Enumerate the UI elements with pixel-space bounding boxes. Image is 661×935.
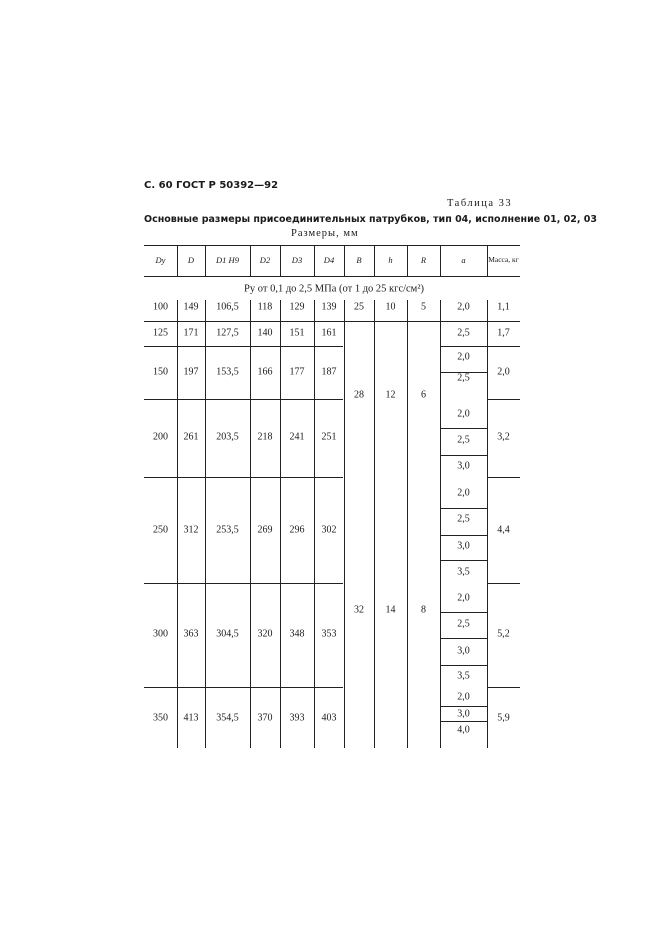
column-header: D1 H9 — [216, 255, 239, 265]
column-divider — [205, 300, 206, 748]
table-cell-a: 2,0 — [457, 691, 470, 703]
header-divider — [374, 245, 375, 276]
table-cell-a: 2,0 — [457, 487, 470, 499]
a-rule — [440, 638, 487, 639]
table-cell-d3: 241 — [289, 431, 305, 443]
table-cell-a: 2,5 — [457, 513, 470, 525]
table-cell-d2: 166 — [257, 366, 273, 378]
table-cell-d1: 354,5 — [216, 712, 239, 724]
table-cell-a: 3,0 — [457, 645, 470, 657]
table-cell-d2: 269 — [257, 524, 273, 536]
table-cell-d4: 251 — [321, 431, 337, 443]
a-rule — [440, 706, 487, 707]
row-rule — [144, 477, 343, 478]
column-header: D3 — [291, 255, 303, 265]
column-header: D — [187, 255, 195, 265]
column-divider — [407, 300, 408, 748]
a-rule — [440, 560, 487, 561]
header-divider — [344, 245, 345, 276]
row-rule-mass — [487, 477, 520, 478]
table-cell-d: 312 — [183, 524, 199, 536]
row-rule — [144, 583, 343, 584]
a-rule — [440, 665, 487, 666]
column-header: D4 — [323, 255, 335, 265]
table-cell-a: 3,5 — [457, 670, 470, 682]
a-rule — [440, 428, 487, 429]
a-rule — [440, 346, 487, 347]
row-rule-mass — [487, 321, 520, 322]
header-divider — [177, 245, 178, 276]
table-cell-d: 363 — [183, 628, 199, 640]
a-rule — [440, 535, 487, 536]
table-cell-b: 25 — [354, 301, 364, 313]
a-rule — [440, 721, 487, 722]
table-cell-a: 2,0 — [457, 408, 470, 420]
table-cell-d1: 253,5 — [216, 524, 239, 536]
table-cell-dy: 250 — [153, 524, 168, 536]
header-divider — [407, 245, 408, 276]
column-header: h — [388, 255, 393, 265]
table-caption: Основные размеры присоединительных патрубков, тип 04, исполнение 01, 02, 03 — [144, 214, 598, 225]
a-rule — [440, 455, 487, 456]
units-caption: Размеры, мм — [291, 228, 359, 239]
column-divider — [374, 300, 375, 748]
table-cell-d2: 370 — [257, 712, 273, 724]
table-rule — [144, 276, 520, 277]
header-divider — [440, 245, 441, 276]
header-divider — [205, 245, 206, 276]
table-cell-mass: 1,7 — [497, 327, 510, 339]
column-divider — [440, 300, 441, 748]
merged-h: 14 — [385, 604, 396, 616]
table-cell-d4: 403 — [321, 712, 337, 724]
a-rule — [440, 508, 487, 509]
table-cell-h: 10 — [385, 301, 396, 313]
column-header: B — [356, 255, 362, 265]
table-cell-d2: 218 — [257, 431, 273, 443]
table-cell-dy: 100 — [153, 301, 168, 313]
merged-r: 6 — [421, 389, 426, 401]
column-divider — [487, 300, 488, 748]
table-cell-a: 2,0 — [457, 351, 470, 363]
table-cell-d4: 139 — [321, 301, 337, 313]
table-cell-dy: 300 — [153, 628, 168, 640]
table-cell-a: 3,0 — [457, 460, 470, 472]
table-cell-a: 3,0 — [457, 540, 470, 552]
merged-b: 32 — [354, 604, 364, 616]
table-cell-d: 149 — [183, 301, 199, 313]
header-divider — [280, 245, 281, 276]
column-header: R — [420, 255, 427, 265]
header-divider — [250, 245, 251, 276]
column-divider — [344, 300, 345, 748]
table-cell-d2: 118 — [257, 301, 273, 313]
row-rule — [144, 346, 343, 347]
table-cell-d3: 393 — [289, 712, 305, 724]
column-divider — [177, 300, 178, 748]
table-cell-a: 2,5 — [457, 618, 470, 630]
table-cell-d4: 302 — [321, 524, 337, 536]
column-header: a — [461, 255, 466, 265]
row-rule-mass — [487, 687, 520, 688]
table-cell-d1: 203,5 — [216, 431, 239, 443]
table-cell-a: 3,0 — [457, 708, 470, 720]
group-rule — [344, 321, 440, 322]
table-cell-d3: 348 — [289, 628, 305, 640]
table-cell-d3: 296 — [289, 524, 305, 536]
table-cell-dy: 200 — [153, 431, 168, 443]
row-rule — [144, 687, 343, 688]
column-divider — [280, 300, 281, 748]
row-rule-mass — [487, 399, 520, 400]
table-cell-d: 171 — [183, 327, 199, 339]
table-cell-d4: 353 — [321, 628, 337, 640]
table-cell-d4: 187 — [321, 366, 337, 378]
merged-b: 28 — [354, 389, 364, 401]
column-divider — [250, 300, 251, 748]
table-cell-d1: 127,5 — [216, 327, 239, 339]
table-cell-dy: 350 — [153, 712, 168, 724]
a-rule — [440, 612, 487, 613]
column-header: Масса, кг — [488, 255, 519, 264]
page-header: С. 60 ГОСТ Р 50392—92 — [144, 180, 279, 191]
table-cell-mass: 3,2 — [497, 431, 510, 443]
row-rule — [144, 321, 343, 322]
table-cell-d1: 106,5 — [216, 301, 239, 313]
table-cell-a: 4,0 — [457, 724, 470, 736]
header-divider — [314, 245, 315, 276]
table-cell-d: 413 — [183, 712, 199, 724]
table-cell-d1: 153,5 — [216, 366, 239, 378]
table-cell-a: 2,5 — [457, 372, 470, 384]
table-cell-mass: 5,2 — [497, 628, 510, 640]
table-cell-d3: 177 — [289, 366, 305, 378]
table-cell-d: 197 — [183, 366, 199, 378]
table-cell-mass: 1,1 — [497, 301, 510, 313]
table-cell-a: 2,5 — [457, 327, 470, 339]
table-rule — [144, 245, 520, 246]
table-cell-a: 2,5 — [457, 434, 470, 446]
table-cell-d3: 129 — [289, 301, 305, 313]
column-divider — [314, 300, 315, 748]
table-cell-dy: 125 — [153, 327, 168, 339]
row-rule — [144, 399, 343, 400]
row-rule-mass — [487, 346, 520, 347]
table-cell-a: 2,0 — [457, 301, 470, 313]
table-cell-d1: 304,5 — [216, 628, 239, 640]
column-header: Dy — [155, 255, 166, 265]
row-rule-mass — [487, 583, 520, 584]
table-cell-mass: 5,9 — [497, 712, 510, 724]
table-cell-d2: 140 — [257, 327, 273, 339]
table-cell-mass: 4,4 — [497, 524, 510, 536]
table-cell-a: 2,0 — [457, 592, 470, 604]
table-number: Таблица 33 — [447, 198, 513, 209]
pressure-caption: Py от 0,1 до 2,5 МПа (от 1 до 25 кгс/см²) — [244, 283, 424, 295]
column-header: D2 — [259, 255, 271, 265]
table-cell-r: 5 — [421, 301, 426, 313]
table-cell-mass: 2,0 — [497, 366, 510, 378]
table-cell-dy: 150 — [153, 366, 168, 378]
table-cell-d3: 151 — [289, 327, 305, 339]
table-cell-d2: 320 — [257, 628, 273, 640]
merged-h: 12 — [385, 389, 396, 401]
table-cell-d4: 161 — [321, 327, 337, 339]
merged-r: 8 — [421, 604, 426, 616]
table-cell-a: 3,5 — [457, 566, 470, 578]
table-cell-d: 261 — [183, 431, 199, 443]
